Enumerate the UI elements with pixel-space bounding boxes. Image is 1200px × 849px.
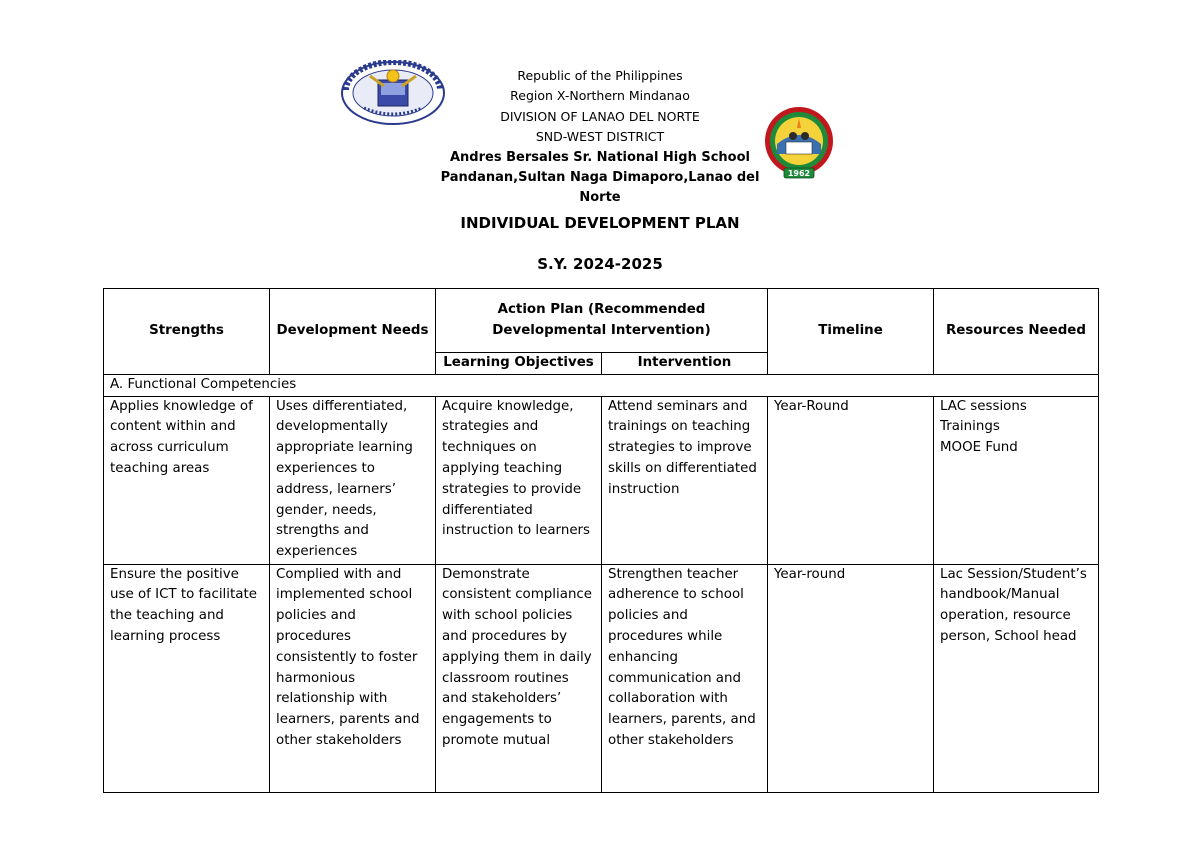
cell-timeline: Year-Round (768, 396, 934, 564)
section-functional-competencies: A. Functional Competencies (104, 374, 1099, 396)
cell-resources (934, 396, 1099, 564)
school-seal-year: 1962 (787, 169, 811, 178)
table-row (104, 564, 1099, 792)
header-school-address: Pandanan,Sultan Naga Dimaporo,Lanao del Norte (440, 170, 760, 206)
header-development-needs: Development Needs (270, 289, 436, 375)
resource-item: MOOE Fund (940, 440, 1018, 456)
header-action-plan: Action Plan (Recommended Developmental Intervention) (436, 289, 768, 353)
cell-development-needs: Uses differentiated, developmentally appropriate learning experiences to address, learners’ gender, needs, strengths and experiences (270, 396, 436, 564)
header-republic: Republic of the Philippines (517, 68, 683, 83)
development-plan-table (103, 288, 1099, 793)
header-learning-objectives: Learning Objectives (436, 353, 602, 375)
header-resources: Resources Needed (934, 289, 1099, 375)
table-row (104, 396, 1099, 564)
header-region: Region X-Northern Mindanao (510, 88, 690, 104)
header-division: DIVISION OF LANAO DEL NORTE (500, 108, 700, 124)
header-timeline: Timeline (768, 289, 934, 375)
cell-strengths: Ensure the positive use of ICT to facilitate the teaching and learning process (104, 564, 270, 792)
cell-intervention: Attend seminars and trainings on teaching strategies to improve skills on differentiated instruction (602, 396, 768, 564)
document-header (440, 66, 760, 209)
cell-learning-objectives: Demonstrate consistent compliance with school policies and procedures by applying them in daily classroom routines and stakeholders’ engagements to promote mutual (436, 564, 602, 792)
cell-intervention: Strengthen teacher adherence to school policies and procedures while enhancing communication and collaboration with learners, parents, and other stakeholders (602, 564, 768, 792)
deped-seal-logo (340, 60, 446, 126)
cell-strengths: Applies knowledge of content within and across curriculum teaching areas (104, 396, 270, 564)
cell-timeline: Year-round (768, 564, 934, 792)
resource-item: Trainings (940, 419, 1000, 435)
resource-item: LAC sessions (940, 398, 1027, 414)
header-school-name: Andres Bersales Sr. National High School (449, 149, 750, 165)
header-district: SND-WEST DISTRICT (535, 129, 665, 145)
header-intervention: Intervention (602, 353, 768, 375)
cell-resources (934, 564, 1099, 792)
cell-development-needs: Complied with and implemented school policies and procedures consistently to foster harmonious relationship with learners, parents and other stakeholders (270, 564, 436, 792)
header-strengths: Strengths (104, 289, 270, 375)
document-title: INDIVIDUAL DEVELOPMENT PLAN (460, 214, 740, 232)
resource-item: Lac Session/Student’s handbook/Manual operation, resource person, School head (940, 566, 1087, 644)
school-year: S.Y. 2024-2025 (537, 255, 663, 273)
cell-learning-objectives: Acquire knowledge, strategies and techniques on applying teaching strategies to provide differentiated instruction to learners (436, 396, 602, 564)
school-seal-logo (762, 106, 836, 180)
